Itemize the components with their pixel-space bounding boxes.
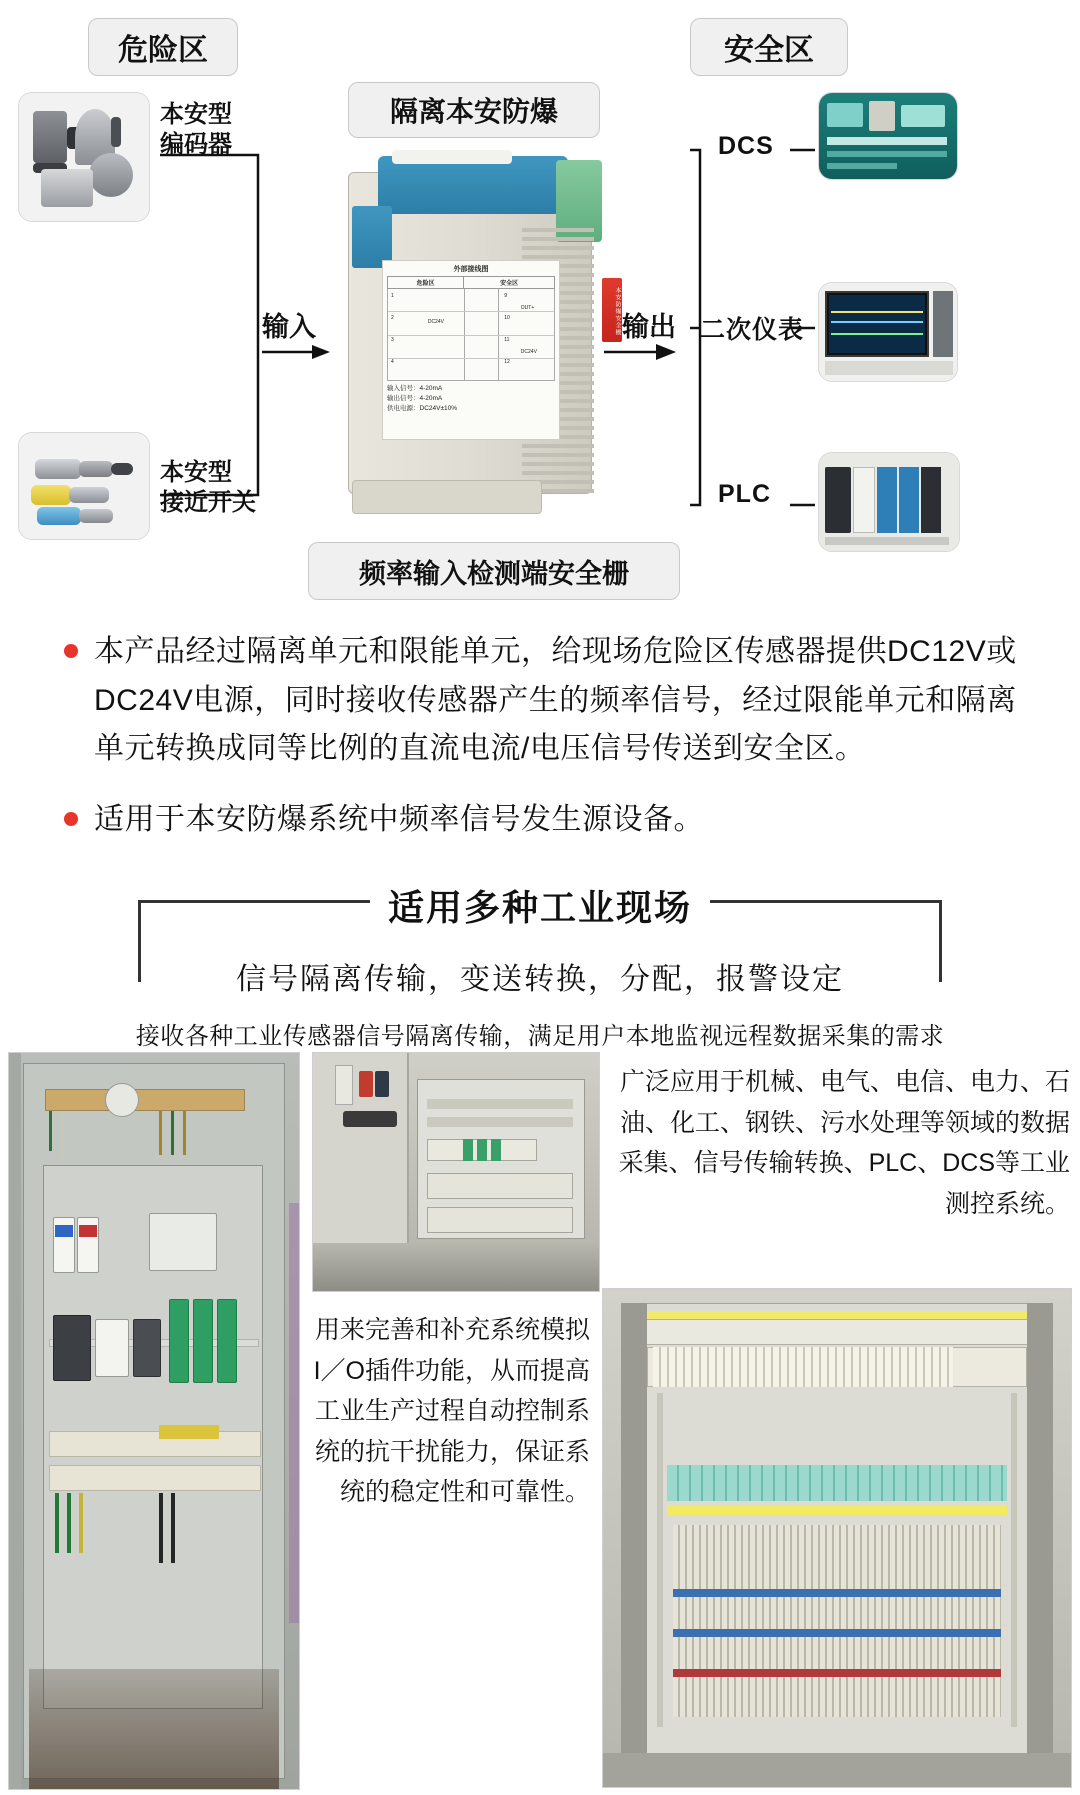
bullet-text-1: 适用于本安防爆系统中频率信号发生源设备。 [94, 802, 704, 836]
bullet-dot-icon [64, 812, 78, 826]
zone-safe-badge: 安全区 [690, 18, 848, 76]
wiring-diagram-label [382, 260, 560, 440]
zone-hazard-badge: 危险区 [88, 18, 238, 76]
schematic-notes [387, 384, 555, 414]
right-label-plc: PLC [718, 480, 771, 508]
schematic-note-1: 输出信号：4-20mA [387, 395, 443, 403]
bullet-item-1 [0, 796, 1080, 845]
proximity-switch-photo [18, 432, 150, 540]
input-label: 输入 [262, 312, 316, 342]
right-label-meter: 二次仪表 [700, 316, 805, 344]
schematic-grid: 1 2 3 4 9 10 11 12 DC24V OUT+ DC24V [387, 289, 555, 381]
cabinet-photo-1 [8, 1052, 300, 1790]
isolation-title: 隔离本安防爆 [348, 82, 600, 138]
wiring-diagram-title: 外部接线图 [453, 266, 489, 273]
right-label-dcs: DCS [718, 132, 774, 160]
section-subtitle: 信号隔离传输，变送转换，分配，报警设定 [236, 963, 844, 996]
encoder-label-line1: 本安型 [160, 101, 232, 128]
schematic-zone-left: 危险区 [387, 276, 464, 289]
schematic-zone-right: 安全区 [464, 276, 555, 289]
encoder-label [160, 100, 290, 160]
feature-bullets [0, 628, 1080, 844]
schematic-note-0: 输入信号：4-20mA [387, 385, 443, 392]
encoder-photo [18, 92, 150, 222]
secondary-instrument-photo [818, 282, 958, 382]
proximity-switch-label [160, 458, 310, 518]
bullet-text-0: 本产品经过隔离单元和限能单元，给现场危险区传感器提供DC12V或DC24V电源，同时接收传感器产生的频率信号，经过限能单元和隔离单元转换成同等比例的直流电流/电压信号传送到安全区。 [94, 635, 1017, 766]
application-paragraph-right: 广泛应用于机械、电气、电信、电力、石油、化工、钢铁、污水处理等领域的数据采集、信号传输转换、PLC、DCS等工业测控系统。 [618, 1068, 1070, 1218]
application-paragraph-mid: 用来完善和补充系统模拟I／O插件功能，从而提高工业生产过程自动控制系统的抗干扰能力，保证系统的稳定性和可靠性。 [313, 1316, 590, 1506]
section-title: 适用多种工业现场 [370, 880, 710, 931]
plc-photo [818, 452, 960, 552]
schematic-note-2: 供电电源：DC24V±10% [387, 405, 458, 413]
applications-section [0, 880, 1080, 1051]
prox-label-line2: 接近开关 [160, 489, 256, 516]
encoder-label-line2: 编码器 [160, 131, 232, 158]
cabinet-photo-3 [602, 1288, 1072, 1788]
bottom-gallery [0, 1052, 1080, 1795]
section-subtitle-2: 接收各种工业传感器信号隔离传输，满足用户本地监视远程数据采集的需求 [135, 1023, 945, 1050]
top-diagram [0, 0, 1080, 620]
bullet-dot-icon [64, 644, 78, 658]
bullet-item-0 [0, 628, 1080, 774]
prox-label-line1: 本安型 [160, 459, 232, 486]
safety-barrier-device [330, 150, 630, 520]
dcs-photo [818, 92, 958, 180]
output-label: 输出 [622, 312, 676, 342]
cabinet-photo-2 [312, 1052, 600, 1292]
product-title: 频率输入检测端安全栅 [308, 542, 680, 600]
warning-strip: 本安防爆安全栅 [602, 278, 622, 342]
